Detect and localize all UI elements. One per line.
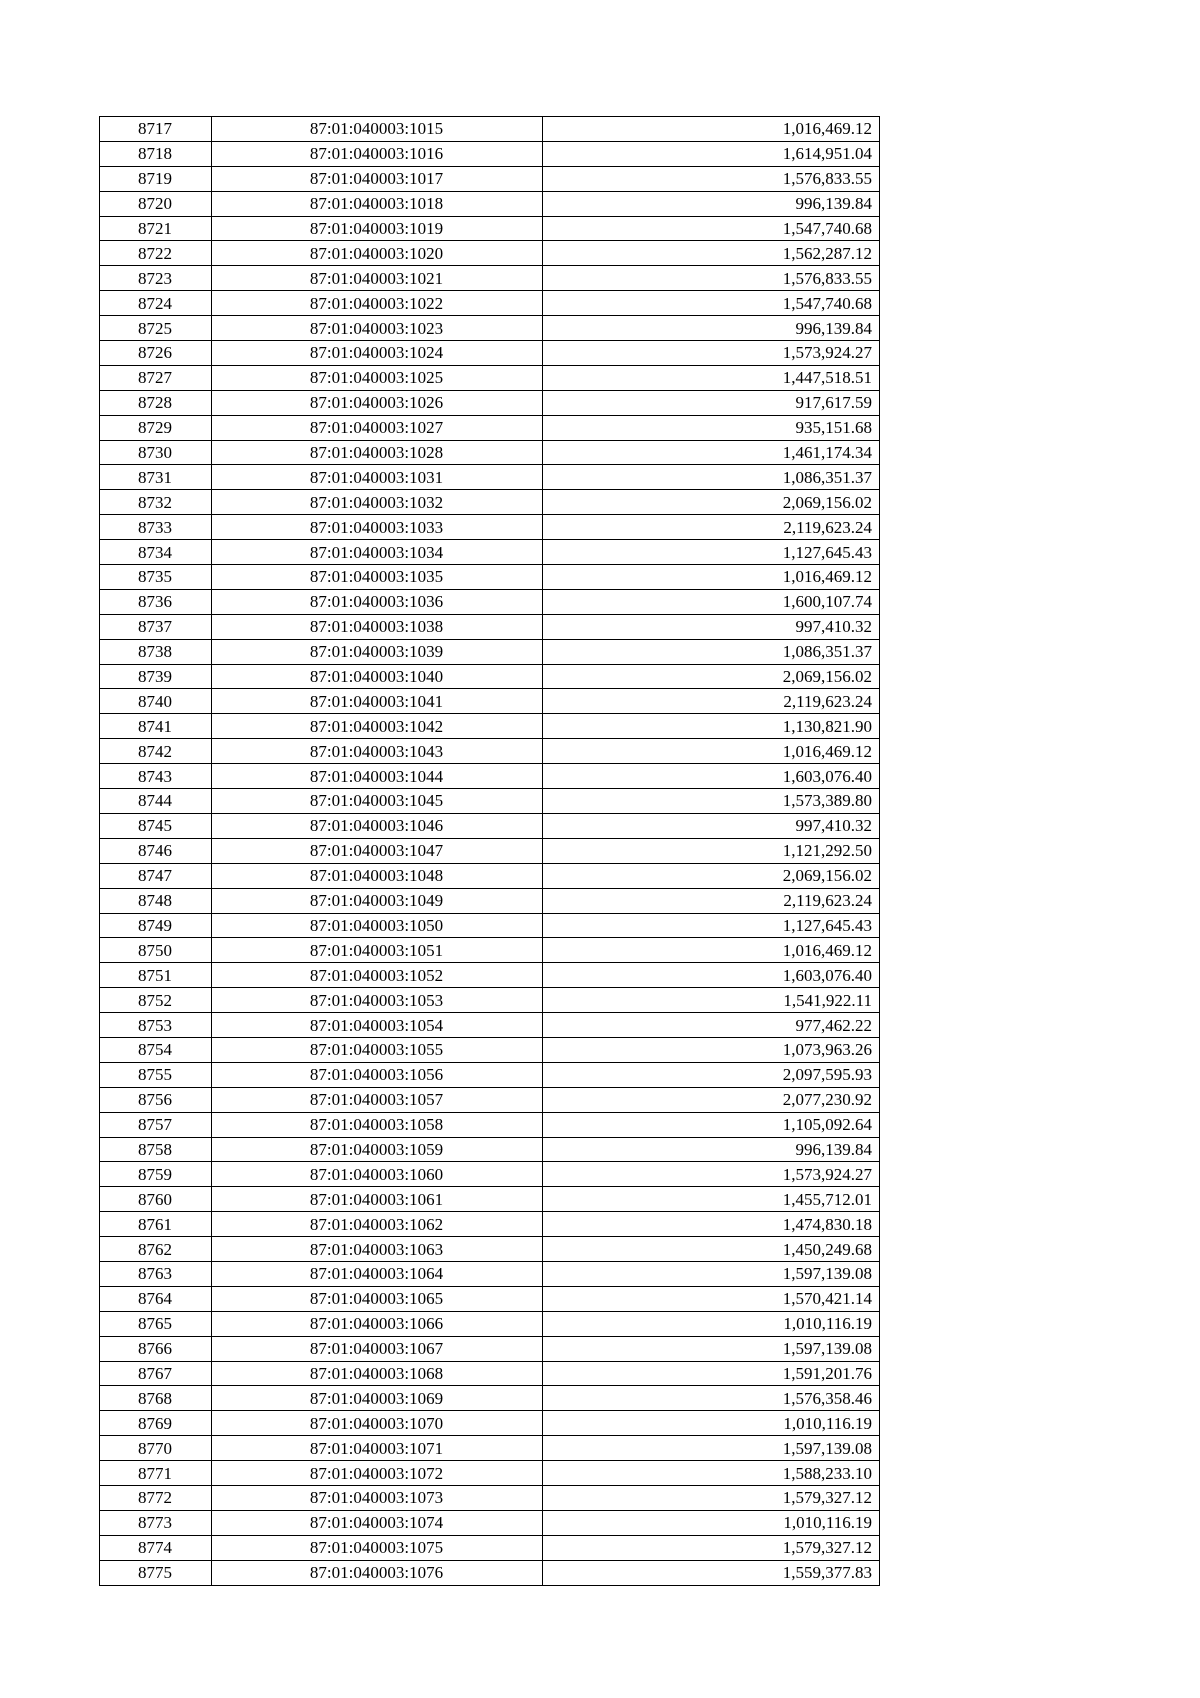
row-number-cell: 8772 <box>100 1485 212 1510</box>
cadastral-value-cell: 1,573,924.27 <box>543 341 880 366</box>
table-row <box>100 888 880 913</box>
cadastral-value-cell: 1,010,116.19 <box>543 1311 880 1336</box>
table-row <box>100 117 880 142</box>
cadastral-number-cell: 87:01:040003:1032 <box>212 490 543 515</box>
row-number-cell: 8739 <box>100 664 212 689</box>
row-number-cell: 8751 <box>100 963 212 988</box>
cadastral-value-cell: 997,410.32 <box>543 813 880 838</box>
table-row <box>100 988 880 1013</box>
cadastral-value-cell: 2,069,156.02 <box>543 664 880 689</box>
cadastral-value-cell: 1,588,233.10 <box>543 1461 880 1486</box>
row-number-cell: 8752 <box>100 988 212 1013</box>
cadastral-number-cell: 87:01:040003:1058 <box>212 1112 543 1137</box>
cadastral-value-cell: 2,077,230.92 <box>543 1087 880 1112</box>
cadastral-number-cell: 87:01:040003:1021 <box>212 266 543 291</box>
table-row <box>100 1261 880 1286</box>
cadastral-value-cell: 2,097,595.93 <box>543 1062 880 1087</box>
row-number-cell: 8748 <box>100 888 212 913</box>
table-row <box>100 1411 880 1436</box>
row-number-cell: 8742 <box>100 739 212 764</box>
cadastral-number-cell: 87:01:040003:1040 <box>212 664 543 689</box>
cadastral-number-cell: 87:01:040003:1067 <box>212 1336 543 1361</box>
row-number-cell: 8750 <box>100 938 212 963</box>
cadastral-number-cell: 87:01:040003:1044 <box>212 764 543 789</box>
row-number-cell: 8732 <box>100 490 212 515</box>
cadastral-value-cell: 1,105,092.64 <box>543 1112 880 1137</box>
row-number-cell: 8770 <box>100 1436 212 1461</box>
cadastral-number-cell: 87:01:040003:1050 <box>212 913 543 938</box>
row-number-cell: 8740 <box>100 689 212 714</box>
table-row <box>100 291 880 316</box>
cadastral-value-cell: 996,139.84 <box>543 1137 880 1162</box>
cadastral-value-cell: 2,069,156.02 <box>543 863 880 888</box>
table-row <box>100 764 880 789</box>
cadastral-number-cell: 87:01:040003:1055 <box>212 1037 543 1062</box>
cadastral-value-cell: 1,603,076.40 <box>543 963 880 988</box>
table-row <box>100 1112 880 1137</box>
cadastral-value-cell: 2,119,623.24 <box>543 888 880 913</box>
row-number-cell: 8760 <box>100 1187 212 1212</box>
cadastral-value-cell: 1,573,924.27 <box>543 1162 880 1187</box>
row-number-cell: 8774 <box>100 1535 212 1560</box>
table-row <box>100 1013 880 1038</box>
table-row <box>100 341 880 366</box>
table-row <box>100 1510 880 1535</box>
row-number-cell: 8755 <box>100 1062 212 1087</box>
cadastral-number-cell: 87:01:040003:1023 <box>212 316 543 341</box>
cadastral-value-cell: 2,119,623.24 <box>543 689 880 714</box>
cadastral-value-cell: 1,461,174.34 <box>543 440 880 465</box>
cadastral-value-cell: 1,570,421.14 <box>543 1286 880 1311</box>
row-number-cell: 8758 <box>100 1137 212 1162</box>
row-number-cell: 8757 <box>100 1112 212 1137</box>
table-row <box>100 1461 880 1486</box>
table-row <box>100 789 880 814</box>
table-row <box>100 639 880 664</box>
row-number-cell: 8766 <box>100 1336 212 1361</box>
cadastral-number-cell: 87:01:040003:1048 <box>212 863 543 888</box>
cadastral-number-cell: 87:01:040003:1034 <box>212 540 543 565</box>
cadastral-value-cell: 1,447,518.51 <box>543 365 880 390</box>
row-number-cell: 8720 <box>100 191 212 216</box>
cadastral-number-cell: 87:01:040003:1065 <box>212 1286 543 1311</box>
cadastral-value-cell: 2,119,623.24 <box>543 515 880 540</box>
row-number-cell: 8769 <box>100 1411 212 1436</box>
row-number-cell: 8754 <box>100 1037 212 1062</box>
cadastral-value-cell: 1,559,377.83 <box>543 1560 880 1585</box>
cadastral-value-cell: 977,462.22 <box>543 1013 880 1038</box>
cadastral-number-cell: 87:01:040003:1052 <box>212 963 543 988</box>
cadastral-number-cell: 87:01:040003:1074 <box>212 1510 543 1535</box>
table-row <box>100 813 880 838</box>
cadastral-number-cell: 87:01:040003:1015 <box>212 117 543 142</box>
row-number-cell: 8717 <box>100 117 212 142</box>
cadastral-value-cell: 1,614,951.04 <box>543 141 880 166</box>
table-row <box>100 1062 880 1087</box>
table-row <box>100 714 880 739</box>
cadastral-number-cell: 87:01:040003:1069 <box>212 1386 543 1411</box>
cadastral-value-cell: 1,603,076.40 <box>543 764 880 789</box>
cadastral-number-cell: 87:01:040003:1042 <box>212 714 543 739</box>
table-row <box>100 938 880 963</box>
cadastral-value-cell: 1,450,249.68 <box>543 1237 880 1262</box>
cadastral-number-cell: 87:01:040003:1024 <box>212 341 543 366</box>
cadastral-value-cell: 1,130,821.90 <box>543 714 880 739</box>
cadastral-number-cell: 87:01:040003:1075 <box>212 1535 543 1560</box>
table-row <box>100 863 880 888</box>
cadastral-value-cell: 1,547,740.68 <box>543 291 880 316</box>
cadastral-number-cell: 87:01:040003:1027 <box>212 415 543 440</box>
row-number-cell: 8726 <box>100 341 212 366</box>
row-number-cell: 8747 <box>100 863 212 888</box>
cadastral-value-cell: 1,455,712.01 <box>543 1187 880 1212</box>
row-number-cell: 8718 <box>100 141 212 166</box>
row-number-cell: 8756 <box>100 1087 212 1112</box>
table-row <box>100 1535 880 1560</box>
row-number-cell: 8729 <box>100 415 212 440</box>
cadastral-value-cell: 1,541,922.11 <box>543 988 880 1013</box>
cadastral-value-cell: 917,617.59 <box>543 390 880 415</box>
cadastral-number-cell: 87:01:040003:1022 <box>212 291 543 316</box>
cadastral-number-cell: 87:01:040003:1060 <box>212 1162 543 1187</box>
table-row <box>100 515 880 540</box>
cadastral-number-cell: 87:01:040003:1047 <box>212 838 543 863</box>
cadastral-number-cell: 87:01:040003:1063 <box>212 1237 543 1262</box>
table-row <box>100 316 880 341</box>
cadastral-value-cell: 1,016,469.12 <box>543 117 880 142</box>
cadastral-value-cell: 1,547,740.68 <box>543 216 880 241</box>
table-row <box>100 540 880 565</box>
row-number-cell: 8725 <box>100 316 212 341</box>
cadastral-number-cell: 87:01:040003:1039 <box>212 639 543 664</box>
cadastral-value-cell: 1,579,327.12 <box>543 1535 880 1560</box>
row-number-cell: 8744 <box>100 789 212 814</box>
row-number-cell: 8773 <box>100 1510 212 1535</box>
row-number-cell: 8763 <box>100 1261 212 1286</box>
table-row <box>100 838 880 863</box>
cadastral-number-cell: 87:01:040003:1061 <box>212 1187 543 1212</box>
cadastral-value-cell: 1,579,327.12 <box>543 1485 880 1510</box>
cadastral-value-cell: 1,597,139.08 <box>543 1336 880 1361</box>
table-row <box>100 390 880 415</box>
table-row <box>100 1560 880 1585</box>
cadastral-number-cell: 87:01:040003:1072 <box>212 1461 543 1486</box>
cadastral-number-cell: 87:01:040003:1057 <box>212 1087 543 1112</box>
row-number-cell: 8724 <box>100 291 212 316</box>
table-row <box>100 565 880 590</box>
cadastral-number-cell: 87:01:040003:1076 <box>212 1560 543 1585</box>
row-number-cell: 8767 <box>100 1361 212 1386</box>
cadastral-number-cell: 87:01:040003:1019 <box>212 216 543 241</box>
cadastral-number-cell: 87:01:040003:1054 <box>212 1013 543 1038</box>
cadastral-value-cell: 2,069,156.02 <box>543 490 880 515</box>
table-row <box>100 241 880 266</box>
cadastral-value-cell: 1,591,201.76 <box>543 1361 880 1386</box>
table-row <box>100 141 880 166</box>
cadastral-number-cell: 87:01:040003:1031 <box>212 465 543 490</box>
cadastral-value-cell: 935,151.68 <box>543 415 880 440</box>
cadastral-number-cell: 87:01:040003:1033 <box>212 515 543 540</box>
table-row <box>100 1286 880 1311</box>
cadastral-value-cell: 1,597,139.08 <box>543 1436 880 1461</box>
cadastral-number-cell: 87:01:040003:1045 <box>212 789 543 814</box>
cadastral-value-cell: 1,016,469.12 <box>543 739 880 764</box>
table-body <box>100 117 880 1586</box>
cadastral-value-cell: 1,597,139.08 <box>543 1261 880 1286</box>
cadastral-number-cell: 87:01:040003:1025 <box>212 365 543 390</box>
table-row <box>100 191 880 216</box>
cadastral-value-cell: 1,576,833.55 <box>543 166 880 191</box>
table-row <box>100 166 880 191</box>
cadastral-value-cell: 1,010,116.19 <box>543 1411 880 1436</box>
row-number-cell: 8753 <box>100 1013 212 1038</box>
table-row <box>100 1311 880 1336</box>
row-number-cell: 8733 <box>100 515 212 540</box>
cadastral-number-cell: 87:01:040003:1059 <box>212 1137 543 1162</box>
cadastral-number-cell: 87:01:040003:1066 <box>212 1311 543 1336</box>
cadastral-number-cell: 87:01:040003:1071 <box>212 1436 543 1461</box>
cadastral-number-cell: 87:01:040003:1041 <box>212 689 543 714</box>
row-number-cell: 8765 <box>100 1311 212 1336</box>
table-row <box>100 1162 880 1187</box>
table-row <box>100 739 880 764</box>
table-row <box>100 614 880 639</box>
cadastral-number-cell: 87:01:040003:1036 <box>212 589 543 614</box>
row-number-cell: 8730 <box>100 440 212 465</box>
row-number-cell: 8722 <box>100 241 212 266</box>
row-number-cell: 8746 <box>100 838 212 863</box>
table-row <box>100 365 880 390</box>
table-row <box>100 963 880 988</box>
row-number-cell: 8759 <box>100 1162 212 1187</box>
cadastral-number-cell: 87:01:040003:1064 <box>212 1261 543 1286</box>
cadastral-value-cell: 1,562,287.12 <box>543 241 880 266</box>
cadastral-value-cell: 1,086,351.37 <box>543 639 880 664</box>
row-number-cell: 8736 <box>100 589 212 614</box>
cadastral-number-cell: 87:01:040003:1046 <box>212 813 543 838</box>
table-row <box>100 1485 880 1510</box>
row-number-cell: 8731 <box>100 465 212 490</box>
row-number-cell: 8768 <box>100 1386 212 1411</box>
cadastral-value-cell: 1,010,116.19 <box>543 1510 880 1535</box>
cadastral-value-cell: 1,576,358.46 <box>543 1386 880 1411</box>
cadastral-value-table <box>99 116 880 1586</box>
cadastral-number-cell: 87:01:040003:1056 <box>212 1062 543 1087</box>
cadastral-value-cell: 1,474,830.18 <box>543 1212 880 1237</box>
row-number-cell: 8738 <box>100 639 212 664</box>
cadastral-value-cell: 1,073,963.26 <box>543 1037 880 1062</box>
row-number-cell: 8764 <box>100 1286 212 1311</box>
cadastral-value-cell: 997,410.32 <box>543 614 880 639</box>
row-number-cell: 8749 <box>100 913 212 938</box>
row-number-cell: 8762 <box>100 1237 212 1262</box>
table-row <box>100 1137 880 1162</box>
table-row <box>100 216 880 241</box>
cadastral-value-cell: 1,576,833.55 <box>543 266 880 291</box>
cadastral-value-cell: 1,016,469.12 <box>543 565 880 590</box>
table-row <box>100 913 880 938</box>
cadastral-number-cell: 87:01:040003:1051 <box>212 938 543 963</box>
row-number-cell: 8771 <box>100 1461 212 1486</box>
cadastral-number-cell: 87:01:040003:1070 <box>212 1411 543 1436</box>
table-row <box>100 589 880 614</box>
cadastral-value-cell: 1,600,107.74 <box>543 589 880 614</box>
row-number-cell: 8761 <box>100 1212 212 1237</box>
cadastral-number-cell: 87:01:040003:1035 <box>212 565 543 590</box>
row-number-cell: 8727 <box>100 365 212 390</box>
cadastral-number-cell: 87:01:040003:1028 <box>212 440 543 465</box>
row-number-cell: 8734 <box>100 540 212 565</box>
table-row <box>100 1436 880 1461</box>
row-number-cell: 8741 <box>100 714 212 739</box>
cadastral-number-cell: 87:01:040003:1053 <box>212 988 543 1013</box>
cadastral-value-cell: 1,121,292.50 <box>543 838 880 863</box>
table-row <box>100 1336 880 1361</box>
table-row <box>100 415 880 440</box>
table-row <box>100 465 880 490</box>
cadastral-number-cell: 87:01:040003:1026 <box>212 390 543 415</box>
row-number-cell: 8719 <box>100 166 212 191</box>
table-row <box>100 266 880 291</box>
cadastral-number-cell: 87:01:040003:1068 <box>212 1361 543 1386</box>
table-row <box>100 689 880 714</box>
cadastral-number-cell: 87:01:040003:1049 <box>212 888 543 913</box>
table-row <box>100 1237 880 1262</box>
table-row <box>100 1386 880 1411</box>
cadastral-value-cell: 1,573,389.80 <box>543 789 880 814</box>
cadastral-number-cell: 87:01:040003:1017 <box>212 166 543 191</box>
table-row <box>100 664 880 689</box>
row-number-cell: 8743 <box>100 764 212 789</box>
table-row <box>100 1037 880 1062</box>
table-row <box>100 1087 880 1112</box>
cadastral-number-cell: 87:01:040003:1043 <box>212 739 543 764</box>
row-number-cell: 8775 <box>100 1560 212 1585</box>
row-number-cell: 8723 <box>100 266 212 291</box>
cadastral-value-cell: 996,139.84 <box>543 191 880 216</box>
row-number-cell: 8721 <box>100 216 212 241</box>
table-row <box>100 490 880 515</box>
cadastral-number-cell: 87:01:040003:1073 <box>212 1485 543 1510</box>
table-row <box>100 1361 880 1386</box>
cadastral-value-cell: 1,086,351.37 <box>543 465 880 490</box>
cadastral-number-cell: 87:01:040003:1020 <box>212 241 543 266</box>
table-row <box>100 440 880 465</box>
cadastral-number-cell: 87:01:040003:1016 <box>212 141 543 166</box>
row-number-cell: 8737 <box>100 614 212 639</box>
cadastral-number-cell: 87:01:040003:1018 <box>212 191 543 216</box>
table-row <box>100 1212 880 1237</box>
cadastral-number-cell: 87:01:040003:1062 <box>212 1212 543 1237</box>
row-number-cell: 8728 <box>100 390 212 415</box>
cadastral-number-cell: 87:01:040003:1038 <box>212 614 543 639</box>
table-row <box>100 1187 880 1212</box>
row-number-cell: 8745 <box>100 813 212 838</box>
cadastral-value-cell: 1,127,645.43 <box>543 913 880 938</box>
row-number-cell: 8735 <box>100 565 212 590</box>
cadastral-value-cell: 1,127,645.43 <box>543 540 880 565</box>
cadastral-value-cell: 996,139.84 <box>543 316 880 341</box>
cadastral-value-cell: 1,016,469.12 <box>543 938 880 963</box>
